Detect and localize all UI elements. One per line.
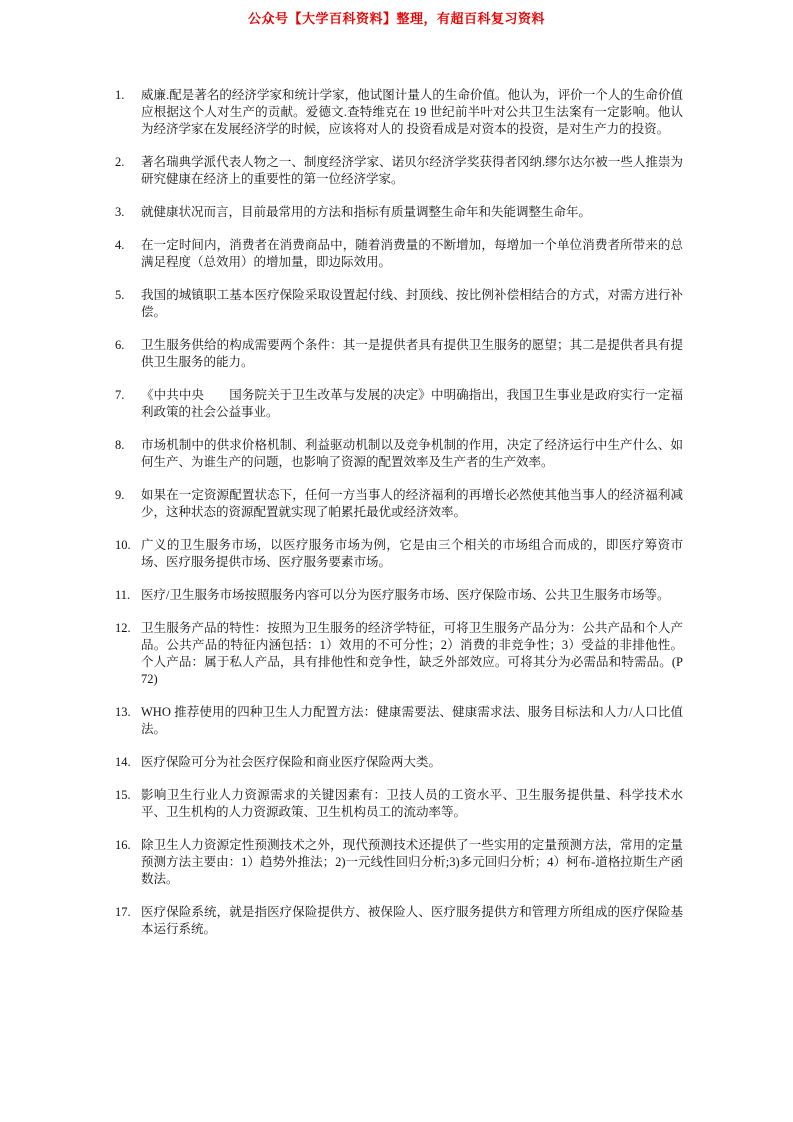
item-number: 13. [115, 705, 131, 719]
item-text: 除卫生人力资源定性预测技术之外，现代预测技术还提供了一些实用的定量预测方法，常用的定量预测方法主要由：1）趋势外推法；2)一元线性回归分析;3)多元回归分析；4）柯布-道格拉斯生产函数法。 [141, 838, 683, 886]
item-text: 影响卫生行业人力资源需求的关键因素有：卫技人员的工资水平、卫生服务提供量、科学技术水平、卫生机构的人力资源政策、卫生机构员工的流动率等。 [141, 788, 683, 819]
list-item [115, 787, 683, 821]
list-item [115, 754, 683, 771]
list-item [115, 904, 683, 938]
item-text: 如果在一定资源配置状态下，任何一方当事人的经济福利的再增长必然使其他当事人的经济福利减少，这种状态的资源配置就实现了帕累托最优或经济效率。 [141, 488, 683, 519]
item-text: 医疗保险可分为社会医疗保险和商业医疗保险两大类。 [141, 755, 442, 769]
list-item [115, 587, 683, 604]
item-number: 14. [115, 755, 131, 769]
page-header: 公众号【大学百科资料】整理，有超百科复习资料 [247, 11, 545, 26]
item-number: 8. [115, 438, 125, 452]
list-item [115, 620, 683, 688]
list-item [115, 487, 683, 521]
item-number: 6. [115, 338, 125, 352]
list-item [115, 837, 683, 888]
item-number: 4. [115, 238, 125, 252]
item-number: 1. [115, 88, 125, 102]
item-text: 在一定时间内，消费者在消费商品中，随着消费量的不断增加，每增加一个单位消费者所带来的总满足程度（总效用）的增加量，即边际效用。 [141, 238, 683, 269]
item-text: 广义的卫生服务市场，以医疗服务市场为例，它是由三个相关的市场组合而成的，即医疗筹资市场、医疗服务提供市场、医疗服务要素市场。 [141, 538, 683, 569]
item-text: 《中共中央 国务院关于卫生改革与发展的决定》中明确指出，我国卫生事业是政府实行一定福利政策的社会公益事业。 [141, 388, 683, 419]
item-text: 我国的城镇职工基本医疗保险采取设置起付线、封顶线、按比例补偿相结合的方式，对需方进行补偿。 [141, 288, 683, 319]
item-number: 3. [115, 205, 125, 219]
item-number: 17. [115, 905, 131, 919]
item-text: 医疗保险系统，就是指医疗保险提供方、被保险人、医疗服务提供方和管理方所组成的医疗保险基本运行系统。 [141, 905, 683, 936]
list-item [115, 204, 683, 221]
item-number: 7. [115, 388, 125, 402]
item-number: 15. [115, 788, 131, 802]
numbered-list [115, 87, 683, 938]
item-text: WHO 推荐使用的四种卫生人力配置方法：健康需要法、健康需求法、服务目标法和人力/人口比值法。 [141, 705, 683, 736]
list-item [115, 537, 683, 571]
list-item [115, 154, 683, 188]
item-text: 就健康状况而言，目前最常用的方法和指标有质量调整生命年和失能调整生命年。 [141, 205, 592, 219]
item-text: 威廉.配是著名的经济学家和统计学家，他试图计量人的生命价值。他认为，评价一个人的生命价值应根据这个人对生产的贡献。爱德文.查特维克在 19 世纪前半叶对公共卫生法案有一定影响。他认为经济学家在发展经济学的时候，应该将对人的 投资看成是对资本的投资，是对生产力的投资。 [141, 88, 683, 136]
list-item [115, 704, 683, 738]
item-number: 2. [115, 155, 125, 169]
item-text: 卫生服务供给的构成需要两个条件：其一是提供者具有提供卫生服务的愿望；其二是提供者具有提供卫生服务的能力。 [141, 338, 683, 369]
item-text: 著名瑞典学派代表人物之一、制度经济学家、诺贝尔经济学奖获得者冈纳.缪尔达尔被一些人推崇为研究健康在经济上的重要性的第一位经济学家。 [141, 155, 683, 186]
item-number: 16. [115, 838, 131, 852]
item-number: 5. [115, 288, 125, 302]
item-number: 9. [115, 488, 125, 502]
item-number: 11. [115, 588, 131, 602]
item-text: 市场机制中的供求价格机制、利益驱动机制以及竞争机制的作用，决定了经济运行中生产什么、如何生产、为谁生产的问题，也影响了资源的配置效率及生产者的生产效率。 [141, 438, 683, 469]
item-number: 12. [115, 621, 131, 635]
item-number: 10. [115, 538, 131, 552]
list-item [115, 387, 683, 421]
list-item [115, 287, 683, 321]
document-content [115, 87, 683, 938]
list-item [115, 87, 683, 138]
list-item [115, 337, 683, 371]
list-item [115, 437, 683, 471]
item-text: 卫生服务产品的特性：按照为卫生服务的经济学特征，可将卫生服务产品分为：公共产品和个人产品。公共产品的特征内涵包括：1）效用的不可分性；2）消费的非竞争性；3）受益的非排他性。个人产品：属于私人产品，具有排他性和竞争性，缺乏外部效应。可将其分为必需品和特需品。(P72) [141, 621, 683, 686]
list-item [115, 237, 683, 271]
item-text: 医疗/卫生服务市场按照服务内容可以分为医疗服务市场、医疗保险市场、公共卫生服务市场等。 [141, 588, 670, 602]
